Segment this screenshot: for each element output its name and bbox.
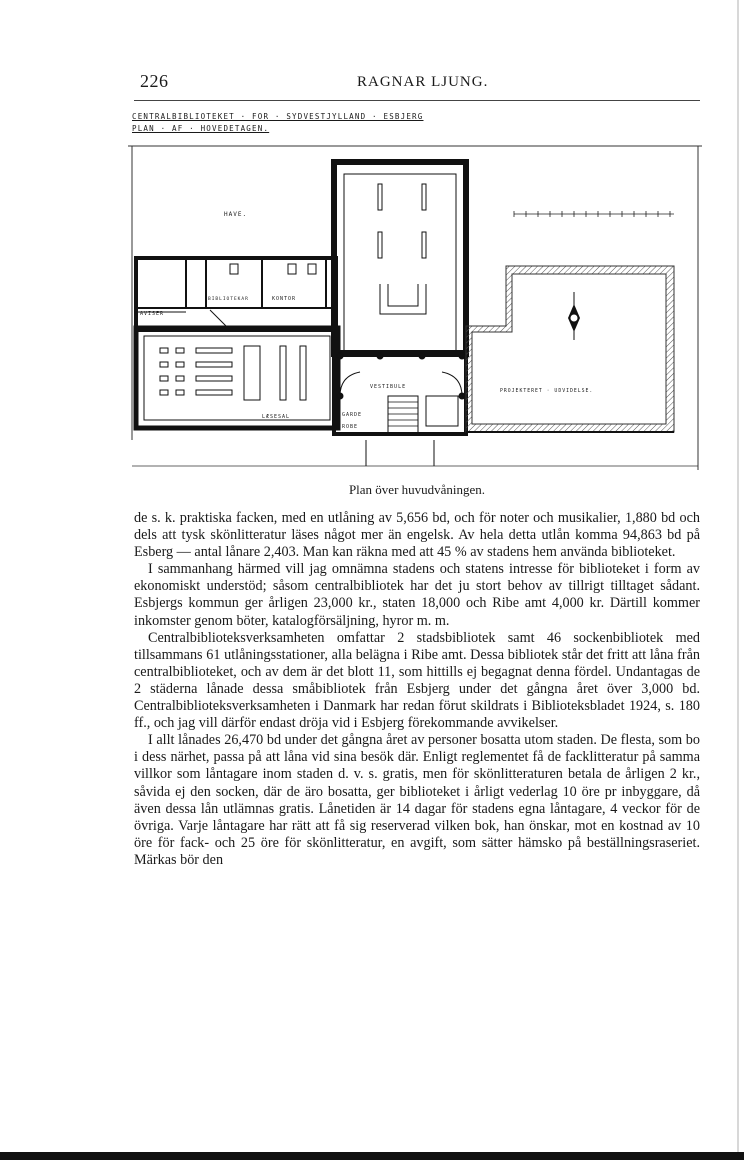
label-bibliotekar: BIBLIOTEKAR xyxy=(208,297,249,302)
header-rule xyxy=(134,100,700,101)
main-hall xyxy=(334,162,466,354)
projected-extension xyxy=(466,266,674,432)
plan-title-line-2: PLAN · AF · HOVEDETAGEN. xyxy=(132,124,270,133)
scale-bar xyxy=(514,211,674,217)
figure-caption: Plan över huvudvåningen. xyxy=(348,482,486,497)
paragraph-3: Centralbiblioteksverksamheten omfattar 2 stadsbibliotek samt 46 sockenbibliotek med tillsammans 61 utlåningsstationer, alla belägna i Ribe amt. Dessa bibliotek står det fritt att låna från centralbiblioteket, och av dem är det blott 11, som hittills ej begagnat denna fördel. Undantagas de 2 städerna lånade dessa småbibliotek från Esbjerg under det gångna året över 3,000 bd. Centralbiblioteksverksamheten i Danmark har redan förut skildrats i Biblioteksbladet 1924, s. 180 ff., och jag vill därför endast dröja vid i Esbjerg förekommande avvikelser. xyxy=(134,629,700,732)
label-kontor: KONTOR xyxy=(272,296,297,302)
body-text xyxy=(134,510,700,869)
label-garderobe-2: ROBE xyxy=(342,424,359,430)
page-edge xyxy=(737,0,739,1160)
floor-plan-drawing xyxy=(126,140,704,472)
paragraph-1: de s. k. praktiska facken, med en utlåning av 5,656 bd, och för noter och musikalier, 1,880 bd och dels att tysk skönlitteratur läses något mer än engelsk. Av hela detta utlån komma 94,863 bd på Esberg — antal lånare 2,403. Man kan räkna med att 45 % av stadens hem använda biblioteket. xyxy=(134,510,700,561)
running-head: RAGNAR LJUNG. xyxy=(357,74,489,90)
vestibule xyxy=(334,352,466,466)
floor-plan-figure xyxy=(126,140,704,472)
paragraph-2: I sammanhang härmed vill jag omnämna stadens och statens intresse för biblioteket i form av ekonomiskt understöd; såsom centralbibliotek har det ju stort behov av tillrigt tilltaget sådant. Esbjergs kommun ger årligen 23,000 kr., staten 18,000 och Ribe amt 4,000 kr. Därtill kommer inkomster genom böter, katalogförsäljning, hyror m. m. xyxy=(134,561,700,629)
label-projekteret: PROJEKTERET · UDVIDELSE. xyxy=(500,389,594,394)
plan-title-line-1: CENTRALBIBLIOTEKET · FOR · SYDVESTJYLLAND · ESBJERG xyxy=(132,112,424,121)
scan-bottom-edge xyxy=(0,1152,744,1160)
label-laesesal: LÆSESAL xyxy=(262,414,291,420)
page-number: 226 xyxy=(140,71,169,91)
reading-room xyxy=(136,328,338,428)
paragraph-4: I allt lånades 26,470 bd under det gångna året av personer bosatta utom staden. De flesta, som bo i dess närhet, passa på att låna vid sina besök där. Enligt reglementet få de facklitteratur på samma villkor som låntagare inom staden d. v. s. gratis, men för skönlitteraturen betala de årligen 2 kr., såvida ej den socken, där de äro bosatta, ger biblioteket i årligt vederlag 10 öre pr inbyggare, då även dessa lån utlämnas gratis. Lånetiden är 14 dagar för stadens egna låntagare, 4 veckor för de övriga. Varje låntagare har rätt att få sig reserverad vilken bok, han önskar, mot en kostnad av 10 öre för fack- och 25 öre för skönlitteratur, en avgift, som sätter hämsko på beställningsraseriet. Märkas bör den xyxy=(134,732,700,868)
label-aviser: AVISER xyxy=(140,311,165,317)
office-block xyxy=(136,258,336,330)
label-vestibule: VESTIBULE xyxy=(370,384,407,390)
label-garderobe-1: GARDE xyxy=(342,412,363,418)
label-have: HAVE. xyxy=(224,211,248,218)
